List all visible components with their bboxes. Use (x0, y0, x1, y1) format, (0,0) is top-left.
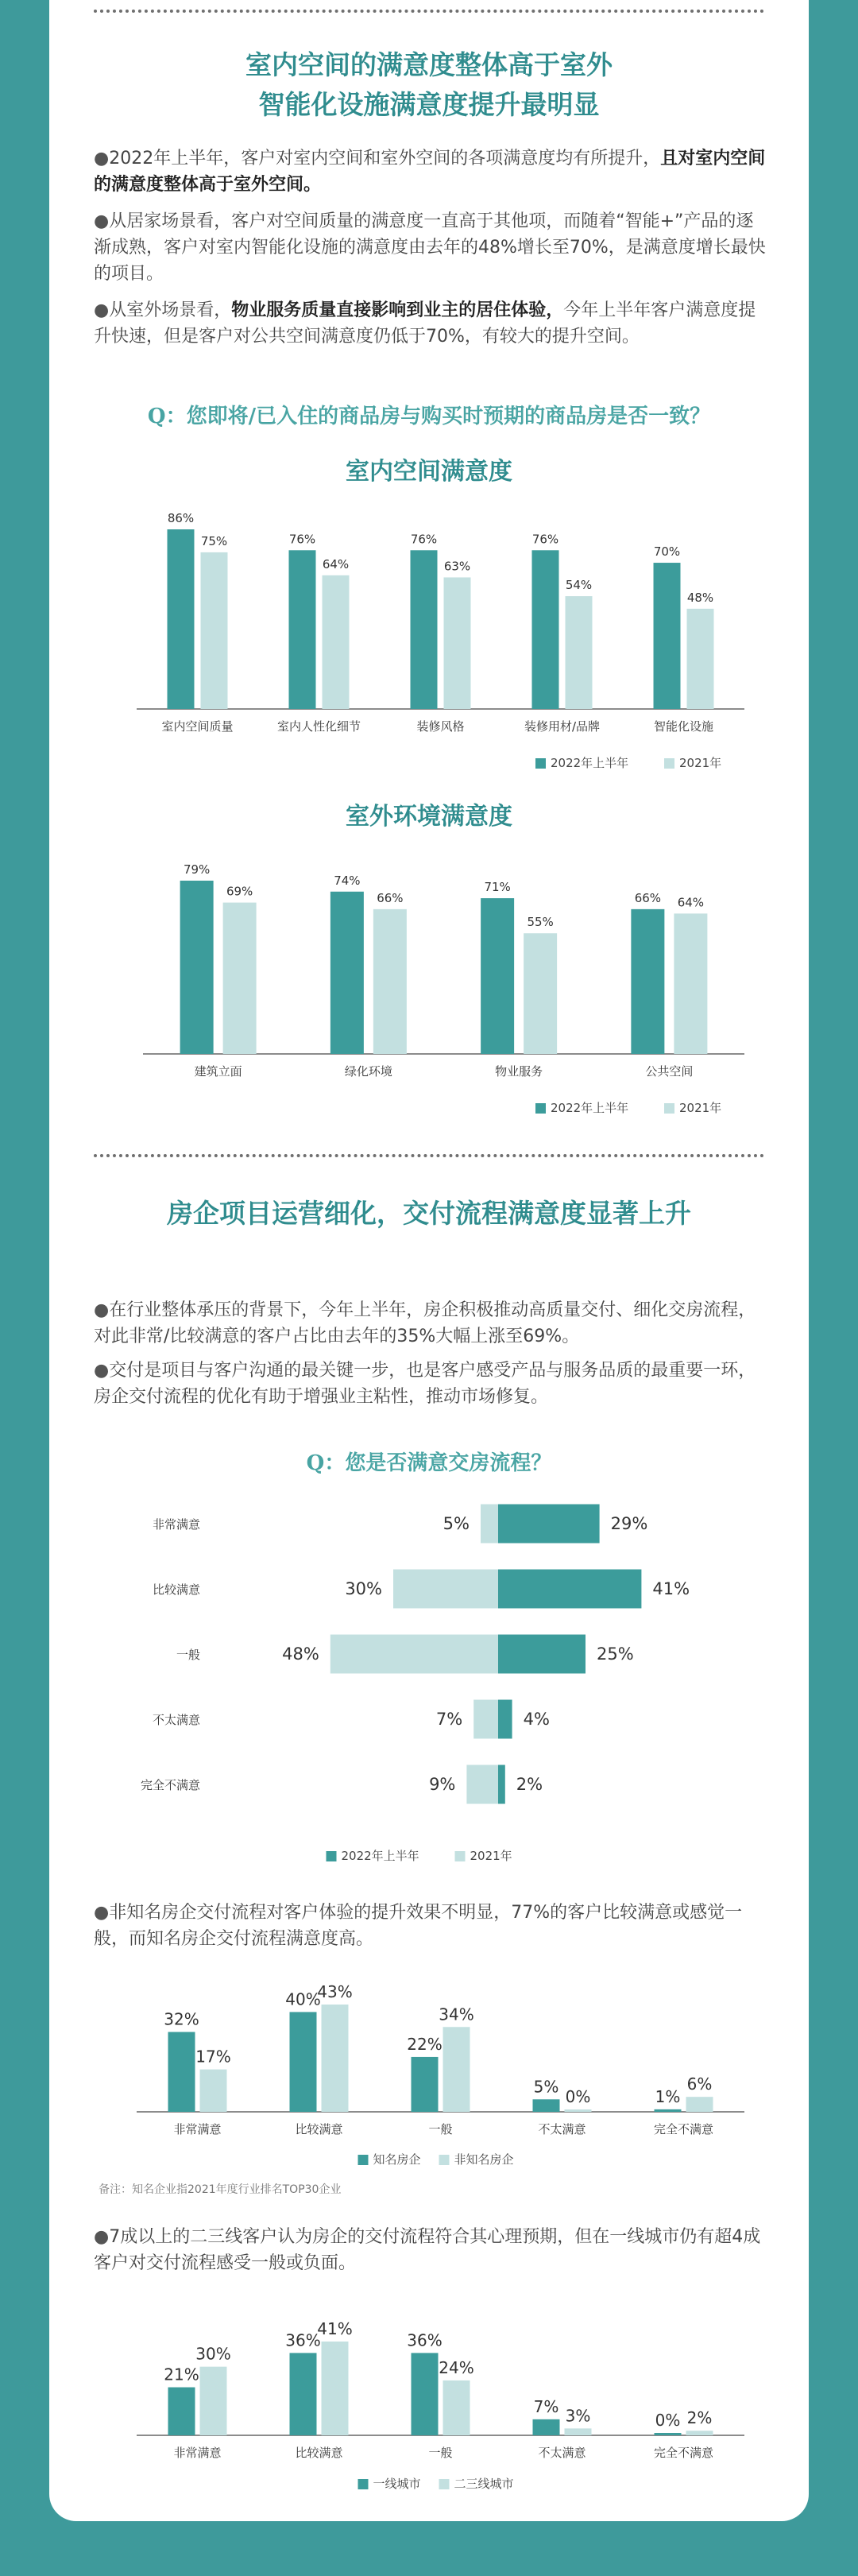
legend-swatch (535, 1103, 546, 1114)
bar (481, 898, 514, 1054)
legend-label: 一线城市 (373, 2477, 421, 2491)
bar (223, 903, 257, 1054)
legend-label: 知名房企 (373, 2152, 421, 2167)
bullet-icon: ● (94, 300, 110, 320)
data-label: 76% (288, 532, 316, 547)
chart2-title: 室外环境满意度 (346, 803, 512, 831)
bar (498, 1635, 586, 1674)
bar (200, 2070, 227, 2112)
legend-swatch (439, 2155, 450, 2165)
data-label: 2% (516, 1775, 543, 1794)
section1-paragraph-2: ●从居家场景看，客户对空间质量的满意度一直高于其他项，而随着“智能+”产品的逐渐成熟，客户对室内智能化设施的满意度由去年的48%增长至70%，是满意度增长最快的项目。 (94, 211, 766, 284)
section2-paragraph-3: ●非知名房企交付流程对客户体验的提升效果不明显，77%的客户比较满意或感觉一般，而知名房企交付流程满意度高。 (94, 1903, 743, 1949)
bar (687, 609, 714, 709)
data-label: 17% (195, 2047, 231, 2067)
bar (444, 577, 471, 709)
content-card (49, 0, 809, 2521)
bar (566, 596, 593, 709)
data-label: 64% (677, 895, 705, 910)
data-label: 66% (377, 890, 404, 905)
legend-swatch (358, 2479, 369, 2489)
data-label: 48% (282, 1644, 319, 1664)
legend-label: 2022年上半年 (341, 1849, 419, 1863)
data-label: 79% (183, 862, 211, 877)
data-label: 36% (407, 2330, 443, 2350)
legend-swatch (439, 2479, 450, 2489)
data-label: 32% (164, 2009, 199, 2029)
data-label: 7% (533, 2396, 559, 2416)
bar (565, 2109, 592, 2112)
data-label: 75% (200, 533, 228, 548)
bar (686, 2097, 713, 2112)
data-label: 76% (531, 532, 559, 547)
data-label: 0% (655, 2411, 681, 2430)
bar (412, 2057, 439, 2112)
bar (498, 1505, 600, 1544)
data-label: 1% (655, 2086, 681, 2106)
data-label: 41% (652, 1579, 690, 1598)
category-label: 不太满意 (538, 2446, 586, 2460)
bar (686, 2431, 713, 2435)
bullet-icon: ● (94, 211, 110, 231)
bar (323, 575, 350, 709)
data-label: 71% (484, 880, 511, 895)
bar (524, 933, 557, 1054)
category-label: 完全不满意 (653, 2446, 714, 2460)
dotted-divider (94, 1154, 764, 1157)
bar (322, 2342, 349, 2435)
legend-label: 二三线城市 (454, 2477, 514, 2491)
data-label: 48% (686, 590, 714, 605)
category-label: 一般 (428, 2446, 453, 2460)
legend-label: 2021年 (679, 756, 722, 770)
data-label: 6% (686, 2074, 713, 2094)
legend-swatch (327, 1851, 337, 1861)
bar (655, 2109, 682, 2112)
category-label: 室内人性化细节 (276, 719, 361, 734)
data-label: 7% (435, 1710, 463, 1729)
category-label: 比较满意 (295, 2122, 343, 2136)
bar (290, 2012, 317, 2112)
legend-label: 2022年上半年 (551, 1101, 629, 1115)
bullet-icon: ● (94, 1300, 110, 1320)
chart4-note: 备注：知名企业指2021年度行业排名TOP30企业 (99, 2183, 342, 2196)
data-label: 36% (285, 2330, 321, 2350)
bullet-icon: ● (94, 149, 110, 169)
bar (498, 1765, 505, 1804)
bar (533, 2099, 560, 2112)
bar (330, 892, 364, 1054)
category-label: 比较满意 (152, 1582, 200, 1597)
bar (200, 2367, 227, 2435)
data-label: 70% (653, 544, 681, 560)
bar (201, 552, 228, 709)
category-label: 比较满意 (295, 2446, 343, 2460)
category-label: 非常满意 (173, 2446, 222, 2460)
bar (289, 550, 316, 709)
bar (322, 2005, 349, 2112)
data-label: 86% (167, 511, 195, 525)
data-label: 54% (565, 578, 593, 593)
data-label: 64% (322, 556, 350, 571)
bar (498, 1700, 512, 1739)
legend-swatch (358, 2155, 369, 2165)
category-label: 不太满意 (538, 2122, 586, 2136)
category-label: 装修风格 (416, 719, 465, 734)
bar (565, 2428, 592, 2435)
bar (532, 550, 559, 709)
bar (393, 1570, 498, 1609)
bar (168, 2032, 195, 2112)
data-label: 40% (285, 1989, 321, 2009)
section1-question: Q：您即将/已入住的商品房与购买时预期的商品房是否一致？ (147, 405, 711, 428)
data-label: 22% (407, 2034, 443, 2054)
bar (631, 909, 664, 1054)
bar (330, 1635, 498, 1674)
legend-swatch (535, 758, 546, 769)
legend-swatch (455, 1851, 466, 1861)
bar (412, 2353, 439, 2435)
category-label: 绿化环境 (344, 1064, 392, 1079)
chart-outdoor-satisfaction (49, 838, 809, 1124)
legend-label: 2022年上半年 (551, 756, 629, 770)
section2-title: 房企项目运营细化，交付流程满意度显著上升 (167, 1198, 691, 1229)
data-label: 2% (686, 2408, 713, 2428)
bullet-icon: ● (94, 2227, 110, 2247)
section2-paragraph-1: ●在行业整体承压的背景下，今年上半年，房企积极推动高质量交付、细化交房流程，对此非常/比较满意的客户占比由去年的35%大幅上涨至69%。 (94, 1300, 756, 1346)
bar (443, 2027, 470, 2112)
section1-title-line2: 智能化设施满意度提升最明显 (258, 89, 600, 120)
data-label: 3% (565, 2406, 591, 2426)
category-label: 不太满意 (152, 1713, 200, 1727)
bar (655, 2433, 682, 2435)
dotted-divider (94, 10, 764, 13)
category-label: 一般 (428, 2122, 453, 2136)
data-label: 63% (443, 559, 471, 574)
bar (498, 1570, 641, 1609)
bar (674, 913, 707, 1054)
data-label: 5% (443, 1514, 470, 1533)
legend-label: 2021年 (679, 1101, 722, 1115)
section2-question: Q：您是否满意交房流程？ (306, 1451, 552, 1475)
chart1-title: 室内空间满意度 (346, 458, 512, 486)
data-label: 66% (634, 890, 662, 905)
bar (180, 881, 214, 1054)
chart-indoor-satisfaction (49, 493, 809, 779)
bar (168, 529, 195, 709)
data-label: 24% (439, 2357, 474, 2377)
legend-swatch (664, 758, 674, 769)
data-label: 21% (164, 2365, 199, 2384)
category-label: 一般 (176, 1648, 200, 1662)
section2-paragraph-2: ●交付是项目与客户沟通的最关键一步，也是客户感受产品与服务品质的最重要一环，房企交付流程的优化有助于增强业主粘性，推动市场修复。 (94, 1361, 756, 1407)
data-label: 30% (195, 2344, 231, 2364)
section1-paragraph-3: ●从室外场景看，物业服务质量直接影响到业主的居住体验，今年上半年客户满意度提升快速，但是客户对公共空间满意度仍低于70%，有较大的提升空间。 (94, 300, 756, 347)
data-label: 9% (429, 1775, 456, 1794)
section2-paragraph-4: ●7成以上的二三线客户认为房企的交付流程符合其心理预期，但在一线城市仍有超4成客户对交付流程感受一般或负面。 (94, 2227, 761, 2273)
bar (168, 2388, 195, 2435)
category-label: 建筑立面 (194, 1064, 242, 1079)
category-label: 物业服务 (495, 1064, 543, 1079)
legend-label: 非知名房企 (454, 2152, 514, 2167)
data-label: 29% (610, 1514, 648, 1533)
bar (373, 909, 407, 1054)
data-label: 25% (597, 1644, 634, 1664)
bar (533, 2419, 560, 2435)
data-label: 43% (317, 1982, 353, 2001)
chart-city-tier-satisfaction (49, 2287, 809, 2518)
bar (290, 2353, 317, 2435)
bar (473, 1700, 498, 1739)
data-label: 5% (533, 2077, 559, 2097)
data-label: 41% (317, 2319, 353, 2338)
chart-developer-brand-satisfaction (49, 1965, 809, 2195)
legend-swatch (664, 1103, 674, 1114)
bar (481, 1505, 498, 1544)
bar (654, 563, 681, 709)
data-label: 55% (527, 915, 554, 930)
section1-title-line1: 室内空间的满意度整体高于室外 (245, 49, 613, 80)
chart-delivery-satisfaction (49, 1486, 809, 1876)
category-label: 装修用材/品牌 (524, 719, 601, 734)
bar (443, 2380, 470, 2435)
bullet-icon: ● (94, 1903, 110, 1923)
data-label: 34% (439, 2005, 474, 2024)
category-label: 完全不满意 (653, 2122, 714, 2136)
category-label: 非常满意 (152, 1517, 200, 1532)
data-label: 74% (334, 873, 361, 888)
bar (466, 1765, 498, 1804)
data-label: 76% (410, 532, 438, 547)
legend-label: 2021年 (470, 1849, 512, 1863)
category-label: 完全不满意 (140, 1778, 200, 1792)
section1-paragraph-1: ●2022年上半年，客户对室内空间和室外空间的各项满意度均有所提升，且对室内空间的满意度整体高于室外空间。 (94, 149, 766, 195)
data-label: 30% (345, 1579, 382, 1598)
bullet-icon: ● (94, 1361, 110, 1381)
category-label: 公共空间 (645, 1064, 694, 1079)
data-label: 4% (523, 1710, 550, 1729)
category-label: 非常满意 (173, 2122, 222, 2136)
category-label: 智能化设施 (653, 719, 714, 734)
bar (411, 550, 438, 709)
category-label: 室内空间质量 (161, 719, 234, 734)
data-label: 0% (565, 2087, 591, 2106)
data-label: 69% (226, 884, 253, 899)
